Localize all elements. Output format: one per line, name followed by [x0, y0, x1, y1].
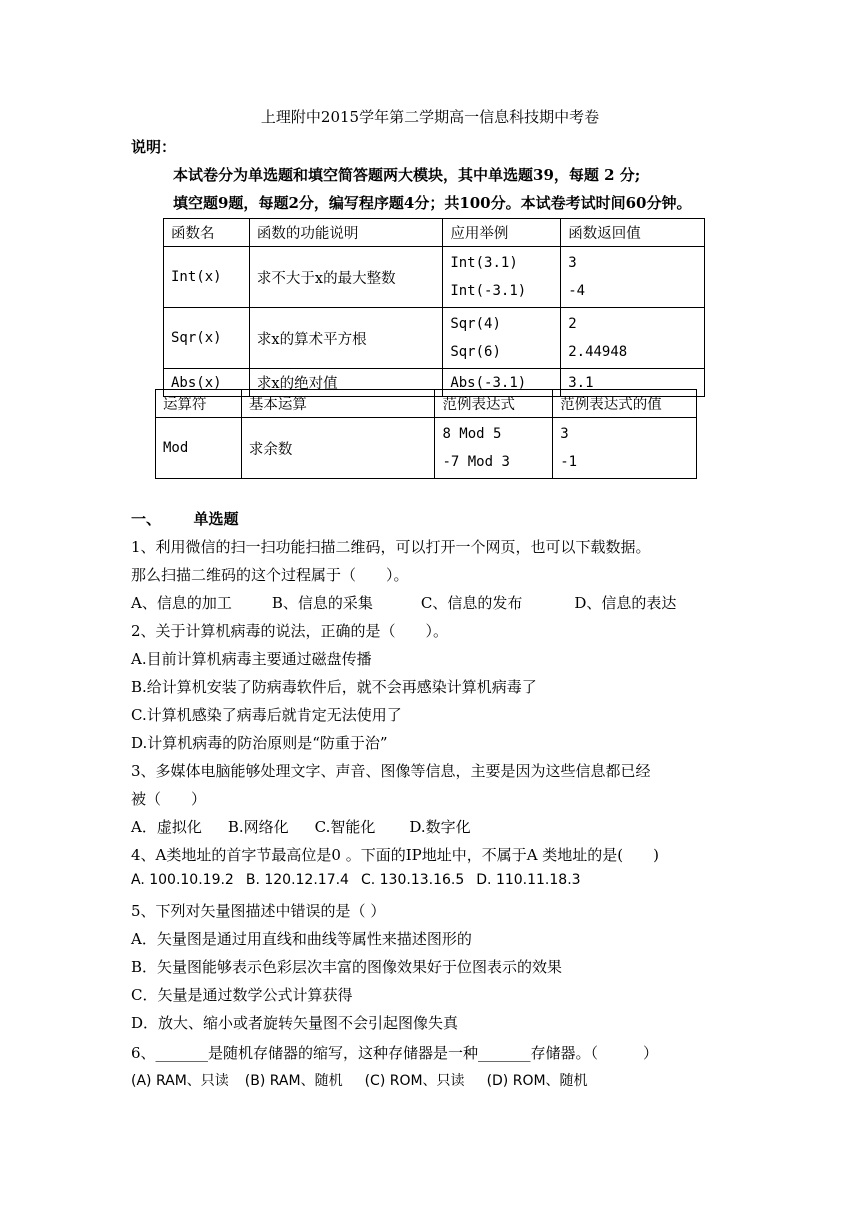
result-line: 2.44948	[568, 344, 628, 360]
function-results	[561, 247, 705, 308]
example-line: Int(3.1)	[450, 255, 518, 271]
table-row	[156, 418, 697, 479]
question-3-stem-cont: 被（ ）	[131, 790, 207, 808]
example-line: 8 Mod 5	[442, 426, 502, 442]
header-cell: 范例表达式	[435, 390, 553, 418]
option-d[interactable]: D. 110.11.18.3	[476, 872, 581, 888]
function-examples: Abs(-3.1)	[443, 369, 561, 397]
header-cell: 基本运算	[241, 390, 435, 418]
explanation-line-1: 本试卷分为单选题和填空简答题两大模块，其中单选题39，每题 2 分;	[173, 166, 641, 184]
function-table	[163, 218, 705, 397]
option-d[interactable]: D．放大、缩小或者旋转矢量图不会引起图像失真	[131, 1014, 459, 1032]
question-4-options	[131, 872, 581, 888]
function-results: 3.1	[561, 369, 705, 397]
function-description: 求x的算术平方根	[249, 308, 442, 369]
option-a[interactable]: A. 100.10.19.2	[131, 872, 234, 888]
function-name: Int(x)	[164, 247, 250, 308]
operator-name: Mod	[156, 418, 242, 479]
question-5-stem: 5、下列对矢量图描述中错误的是（ ）	[131, 902, 386, 920]
header-cell: 应用举例	[443, 219, 561, 247]
result-line: 3	[568, 255, 577, 271]
question-3-stem: 3、多媒体电脑能够处理文字、声音、图像等信息，主要是因为这些信息都已经	[131, 762, 651, 780]
section-number: 一、	[131, 510, 162, 528]
option-c[interactable]: C.计算机感染了病毒后就肯定无法使用了	[131, 706, 402, 724]
option-c[interactable]: C．矢量是通过数学公式计算获得	[131, 986, 353, 1004]
example-line: -7 Mod 3	[442, 454, 510, 470]
operator-results	[553, 418, 697, 479]
option-c[interactable]: C. 130.13.16.5	[360, 872, 465, 888]
explanation-line-2: 填空题9题，每题2分，编写程序题4分；共100分。本试卷考试时间60分钟。	[173, 194, 692, 212]
option-a[interactable]: A．矢量图是通过用直线和曲线等属性来描述图形的	[131, 930, 472, 948]
question-1-options	[131, 592, 676, 613]
function-description: 求不大于x的最大整数	[249, 247, 442, 308]
question-4-stem: 4、A类地址的首字节最高位是0 。下面的IP地址中，不属于A 类地址的是( )	[131, 846, 660, 864]
example-line: Sqr(4)	[450, 316, 501, 332]
header-cell: 范例表达式的值	[553, 390, 697, 418]
result-line: -1	[560, 454, 578, 470]
option-b[interactable]: B、信息的采集	[271, 594, 373, 612]
example-line: Sqr(6)	[450, 344, 501, 360]
operator-table-header	[156, 390, 697, 418]
option-b[interactable]: B.网络化	[227, 818, 289, 836]
function-name: Abs(x)	[164, 369, 250, 397]
header-cell: 运算符	[156, 390, 242, 418]
question-6-options	[131, 1070, 588, 1090]
header-cell: 函数的功能说明	[249, 219, 442, 247]
exam-title: 上理附中2015学年第二学期高一信息科技期中考卷	[260, 108, 600, 126]
result-line: -4	[568, 283, 586, 299]
explanation-label: 说明：	[131, 138, 177, 156]
option-d[interactable]: D.计算机病毒的防治原则是“防重于治”	[131, 734, 388, 752]
option-c[interactable]: C、信息的发布	[420, 594, 523, 612]
option-d[interactable]: D、信息的表达	[574, 594, 677, 612]
option-c[interactable]: C.智能化	[314, 818, 376, 836]
table-row	[164, 247, 705, 308]
function-description: 求x的绝对值	[249, 369, 442, 397]
option-b[interactable]: (B) RAM、随机	[244, 1073, 343, 1089]
function-table-header	[164, 219, 705, 247]
question-2-stem: 2、关于计算机病毒的说法，正确的是（ ）。	[131, 622, 449, 640]
question-1-stem: 1、利用微信的扫一扫功能扫描二维码，可以打开一个网页，也可以下载数据。	[131, 538, 651, 556]
function-name: Sqr(x)	[164, 308, 250, 369]
result-line: 2	[568, 316, 577, 332]
question-6-stem: 6、_______是随机存储器的缩写，这种存储器是一种_______存储器。（ ）	[131, 1044, 659, 1062]
operator-examples	[435, 418, 553, 479]
function-results	[561, 308, 705, 369]
section-label: 单选题	[193, 510, 239, 528]
option-d[interactable]: D.数字化	[409, 818, 471, 836]
operator-table	[155, 389, 697, 479]
option-a[interactable]: (A) RAM、只读	[131, 1073, 229, 1089]
section-heading	[131, 508, 239, 529]
option-b[interactable]: B．矢量图能够表示色彩层次丰富的图像效果好于位图表示的效果	[131, 958, 563, 976]
option-a[interactable]: A．虚拟化	[131, 818, 202, 836]
header-cell: 函数返回值	[561, 219, 705, 247]
function-examples	[443, 247, 561, 308]
example-line: Int(-3.1)	[450, 283, 527, 299]
header-cell: 函数名	[164, 219, 250, 247]
option-a[interactable]: A.目前计算机病毒主要通过磁盘传播	[131, 650, 372, 668]
option-a[interactable]: A、信息的加工	[131, 594, 232, 612]
question-3-options	[131, 816, 471, 837]
result-line: 3	[560, 426, 569, 442]
option-b[interactable]: B.给计算机安装了防病毒软件后，就不会再感染计算机病毒了	[131, 678, 537, 696]
function-examples	[443, 308, 561, 369]
table-row	[164, 308, 705, 369]
option-b[interactable]: B. 120.12.17.4	[245, 872, 349, 888]
question-1-stem-cont: 那么扫描二维码的这个过程属于（ ）。	[131, 566, 409, 584]
option-d[interactable]: (D) ROM、随机	[486, 1073, 588, 1089]
operator-description: 求余数	[241, 418, 435, 479]
option-c[interactable]: (C) ROM、只读	[364, 1073, 465, 1089]
